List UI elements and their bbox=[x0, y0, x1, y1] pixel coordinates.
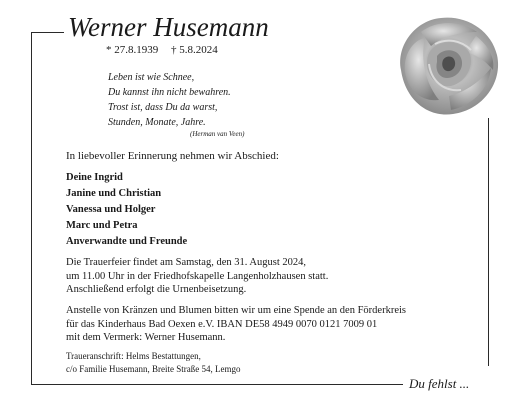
address-line: Traueranschrift: Helms Bestattungen, bbox=[66, 351, 201, 361]
poem bbox=[108, 70, 231, 130]
funeral-address bbox=[66, 350, 240, 376]
ceremony-line: um 11.00 Uhr in der Friedhofskapelle Langenholzhausen statt. bbox=[66, 270, 329, 282]
deceased-name: Werner Husemann bbox=[68, 12, 269, 42]
ceremony-paragraph bbox=[66, 256, 328, 297]
mourner: Deine Ingrid bbox=[66, 172, 123, 183]
closing-phrase: Du fehlst ... bbox=[409, 376, 470, 391]
mourner: Vanessa und Holger bbox=[66, 204, 156, 215]
frame-right-line bbox=[488, 118, 489, 366]
poem-line: Trost ist, dass Du da warst, bbox=[108, 102, 218, 113]
mourner: Marc und Petra bbox=[66, 220, 138, 231]
donation-line: für das Kinderhaus Bad Oexen e.V. IBAN DE58 4949 0070 0121 7009 01 bbox=[66, 318, 378, 330]
poem-line: Du kannst ihn nicht bewahren. bbox=[108, 87, 231, 98]
mourner: Anverwandte und Freunde bbox=[66, 236, 188, 247]
rose-image bbox=[391, 10, 503, 120]
donation-line: mit dem Vermerk: Werner Husemann. bbox=[66, 332, 226, 343]
birth-date: * 27.8.1939 bbox=[106, 44, 159, 56]
ceremony-line: Anschließend erfolgt die Urnenbeisetzung. bbox=[66, 284, 247, 295]
ceremony-line: Die Trauerfeier findet am Samstag, den 31. August 2024, bbox=[66, 257, 307, 268]
poem-line: Stunden, Monate, Jahre. bbox=[108, 117, 206, 128]
mourner: Janine und Christian bbox=[66, 188, 162, 199]
poem-author: (Herman van Veen) bbox=[190, 130, 245, 138]
donation-paragraph bbox=[66, 304, 406, 345]
intro-text: In liebevoller Erinnerung nehmen wir Abschied: bbox=[66, 150, 279, 162]
frame-bottom-line bbox=[31, 384, 403, 385]
address-line: c/o Familie Husemann, Breite Straße 54, Lemgo bbox=[66, 364, 241, 374]
mourners-list bbox=[66, 170, 187, 250]
death-date: † 5.8.2024 bbox=[171, 44, 218, 56]
poem-line: Leben ist wie Schnee, bbox=[108, 72, 195, 83]
donation-line: Anstelle von Kränzen und Blumen bitten wir um eine Spende an den Förderkreis bbox=[66, 305, 406, 316]
frame-left-line bbox=[31, 32, 32, 384]
life-dates bbox=[106, 44, 228, 56]
frame-top-left-line bbox=[31, 32, 64, 33]
